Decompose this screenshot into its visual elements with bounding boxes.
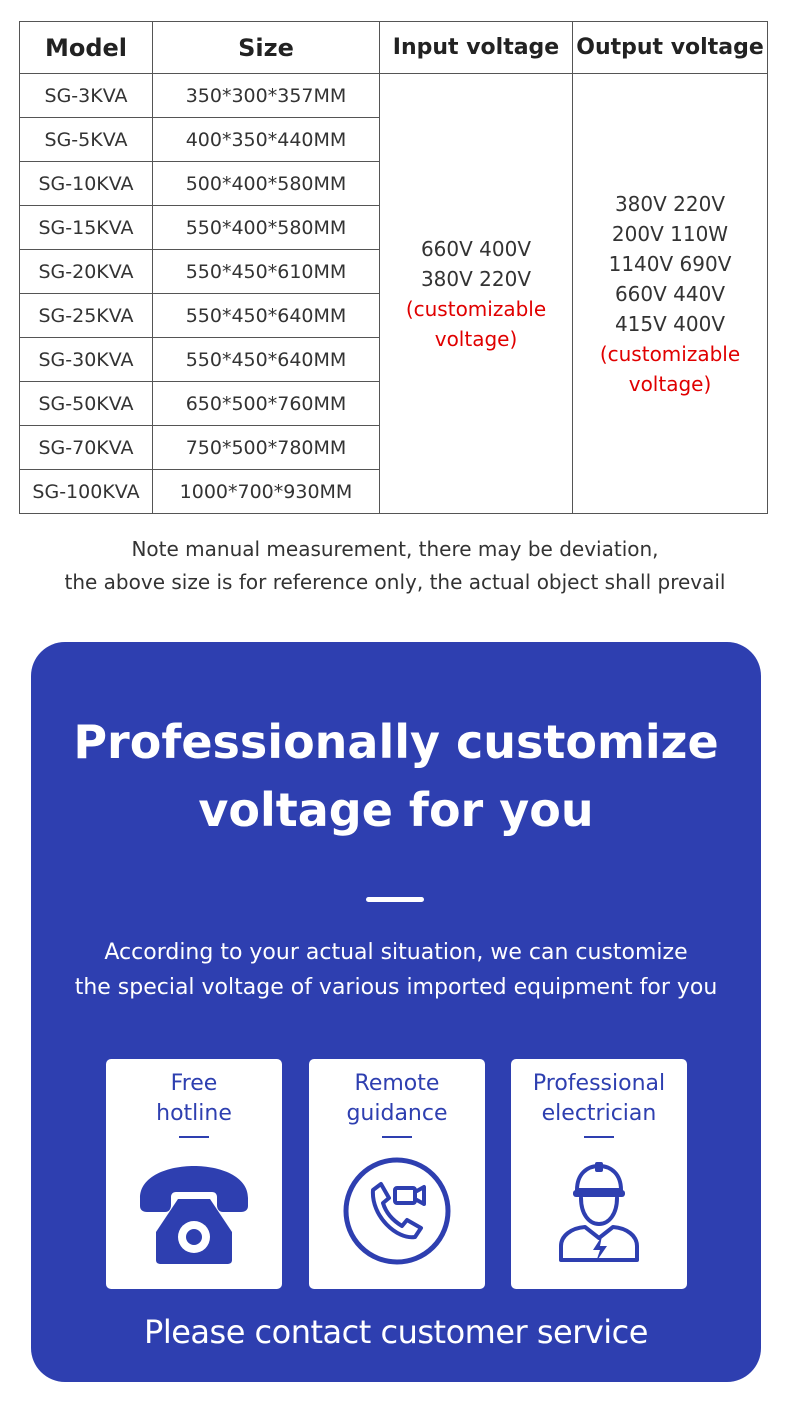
size-cell: 550*400*580MM [153,206,380,250]
size-cell: 550*450*640MM [153,338,380,382]
contact-customer-service-text: Please contact customer service [144,1313,648,1351]
header-output-voltage: Output voltage [573,22,768,74]
output-voltage-value: 380V 220V [614,191,726,216]
input-voltage-cell [380,74,573,514]
output-voltage-value: 1140V 690V [608,251,732,276]
size-cell: 650*500*760MM [153,382,380,426]
size-cell: 550*450*640MM [153,294,380,338]
model-cell: SG-30KVA [20,338,153,382]
feature-remote-guidance [309,1059,485,1289]
size-cell: 550*450*610MM [153,250,380,294]
header-input-voltage: Input voltage [380,22,573,74]
input-voltage-custom-note: (customizable [405,296,547,321]
feature-title [511,1069,687,1129]
feature-divider [584,1136,614,1138]
feature-list [106,1059,687,1289]
output-voltage-custom-note: voltage) [628,371,712,396]
input-voltage-value: 380V 220V [420,266,532,291]
feature-title-line: Professional [532,1071,666,1096]
model-cell: SG-70KVA [20,426,153,470]
size-cell: 400*350*440MM [153,118,380,162]
card-title-line: Professionally customize [73,715,719,769]
size-cell: 750*500*780MM [153,426,380,470]
card-description-line: the special voltage of various imported equipment for you [74,975,718,1000]
input-voltage-custom-note: voltage) [434,326,518,351]
card-title-line: voltage for you [198,783,594,837]
customize-voltage-card [31,642,761,1382]
card-description [31,935,761,1005]
model-cell: SG-20KVA [20,250,153,294]
size-cell: 1000*700*930MM [153,470,380,514]
model-cell: SG-25KVA [20,294,153,338]
output-voltage-value: 200V 110W [611,221,729,246]
feature-title-line: electrician [541,1101,657,1126]
feature-free-hotline [106,1059,282,1289]
telephone-icon [134,1154,254,1269]
feature-divider [179,1136,209,1138]
feature-title [106,1069,282,1129]
header-size: Size [153,22,380,74]
feature-divider [382,1136,412,1138]
output-voltage-value: 660V 440V [614,281,726,306]
card-title [31,708,761,844]
note-line: Note manual measurement, there may be deviation, [131,537,659,561]
model-cell: SG-10KVA [20,162,153,206]
feature-title [309,1069,485,1129]
feature-professional-electrician [511,1059,687,1289]
model-cell: SG-15KVA [20,206,153,250]
output-voltage-value: 415V 400V [614,311,726,336]
electrician-worker-icon [539,1154,659,1269]
spec-table [19,21,768,514]
feature-title-line: Free [170,1071,218,1096]
input-voltage-value: 660V 400V [420,236,532,261]
size-cell: 350*300*357MM [153,74,380,118]
note-line: the above size is for reference only, the actual object shall prevail [64,570,726,594]
header-model: Model [20,22,153,74]
card-description-line: According to your actual situation, we can customize [104,940,688,965]
output-voltage-custom-note: (customizable [599,341,741,366]
model-cell: SG-3KVA [20,74,153,118]
feature-title-line: hotline [156,1101,232,1126]
model-cell: SG-100KVA [20,470,153,514]
table-header-row [20,22,768,74]
phone-video-call-icon [337,1154,457,1269]
table-row [20,74,768,118]
title-divider [366,897,424,902]
feature-title-line: Remote [354,1071,440,1096]
feature-title-line: guidance [346,1101,448,1126]
model-cell: SG-50KVA [20,382,153,426]
model-cell: SG-5KVA [20,118,153,162]
size-cell: 500*400*580MM [153,162,380,206]
measurement-note [0,533,790,599]
output-voltage-cell [573,74,768,514]
